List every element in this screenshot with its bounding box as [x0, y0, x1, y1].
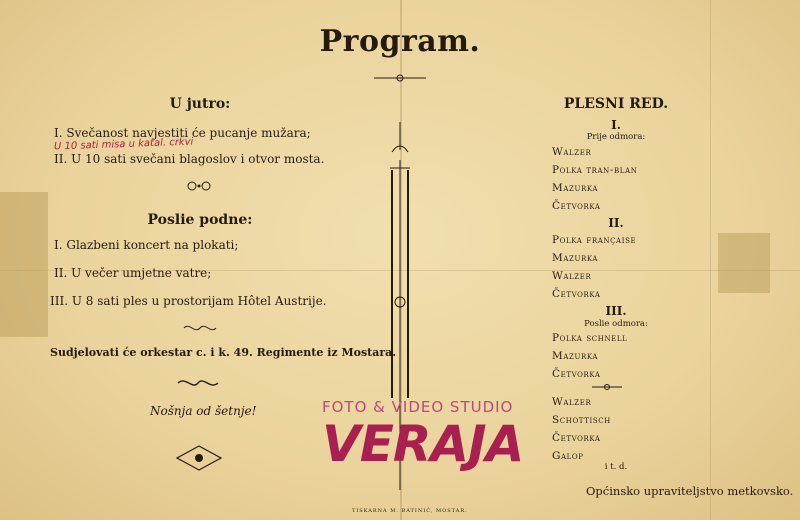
dance-order-heading: PLESNI RED. — [563, 96, 669, 112]
dance-item: Mazurka — [552, 350, 599, 362]
tape-right — [718, 233, 770, 293]
printer-imprint: TISKARNA M. BATINIĆ, MOSTAR. — [352, 508, 468, 514]
watermark-subtitle: FOTO & VIDEO STUDIO — [322, 398, 514, 416]
ornament-flourish-icon — [176, 376, 220, 390]
section-3-note: Poslie odmora: — [584, 319, 648, 329]
section-1-note: Prije odmora: — [586, 132, 646, 142]
page-title: Program. — [319, 24, 481, 59]
section-1-numeral: I. — [611, 118, 621, 132]
morning-item-2: II. U 10 sati svečani blagoslov i otvor mosta. — [54, 152, 325, 166]
section-2-numeral: II. — [608, 216, 624, 230]
ornament-swirl-icon — [184, 180, 214, 192]
section-3-numeral: III. — [605, 304, 627, 318]
dance-item: Polka française — [552, 234, 637, 246]
dance-item: Walzer — [552, 146, 592, 158]
dance-item: Schottisch — [552, 414, 611, 426]
watermark-logo: VERAJA — [322, 415, 524, 473]
ornament-fan-icon — [172, 444, 226, 472]
tape-left — [0, 192, 48, 337]
afternoon-heading: Poslie podne: — [147, 212, 253, 228]
dress-note: Nošnja od šetnje! — [150, 404, 257, 418]
dance-item: Galop — [552, 450, 584, 462]
dance-item: Mazurka — [552, 252, 599, 264]
right-fold — [710, 0, 711, 520]
dance-item: Polka schnell — [552, 332, 628, 344]
dance-item: Četvorka — [552, 432, 601, 444]
afternoon-item-3: III. U 8 sati ples u prostorijam Hôtel Austrije. — [50, 294, 327, 308]
signature: Općinsko upraviteljstvo metkovsko. — [586, 484, 794, 498]
orchestra-note: Sudjelovati će orkestar c. i k. 49. Regimente iz Mostara. — [50, 346, 397, 359]
dance-item: Četvorka — [552, 368, 601, 380]
dance-item: Mazurka — [552, 182, 599, 194]
afternoon-item-2: II. U večer umjetne vatre; — [54, 266, 212, 280]
handwritten-note: U 10 sati misa u katal. crkvi — [53, 136, 194, 153]
dance-item: Walzer — [552, 270, 592, 282]
ornament-scroll-icon — [180, 322, 220, 334]
afternoon-item-1: I. Glazbeni koncert na plokati; — [54, 238, 239, 252]
dance-item: Četvorka — [552, 288, 601, 300]
etc-note: i t. d. — [604, 462, 628, 472]
morning-item-1: I. Svečanost navjestiti će pucanje mužara; — [54, 126, 311, 140]
dance-item: Polka tran-blan — [552, 164, 638, 176]
dance-item: Walzer — [552, 396, 592, 408]
ornament-divider-icon — [590, 382, 624, 392]
morning-heading: U jutro: — [169, 96, 231, 112]
dance-item: Četvorka — [552, 200, 601, 212]
